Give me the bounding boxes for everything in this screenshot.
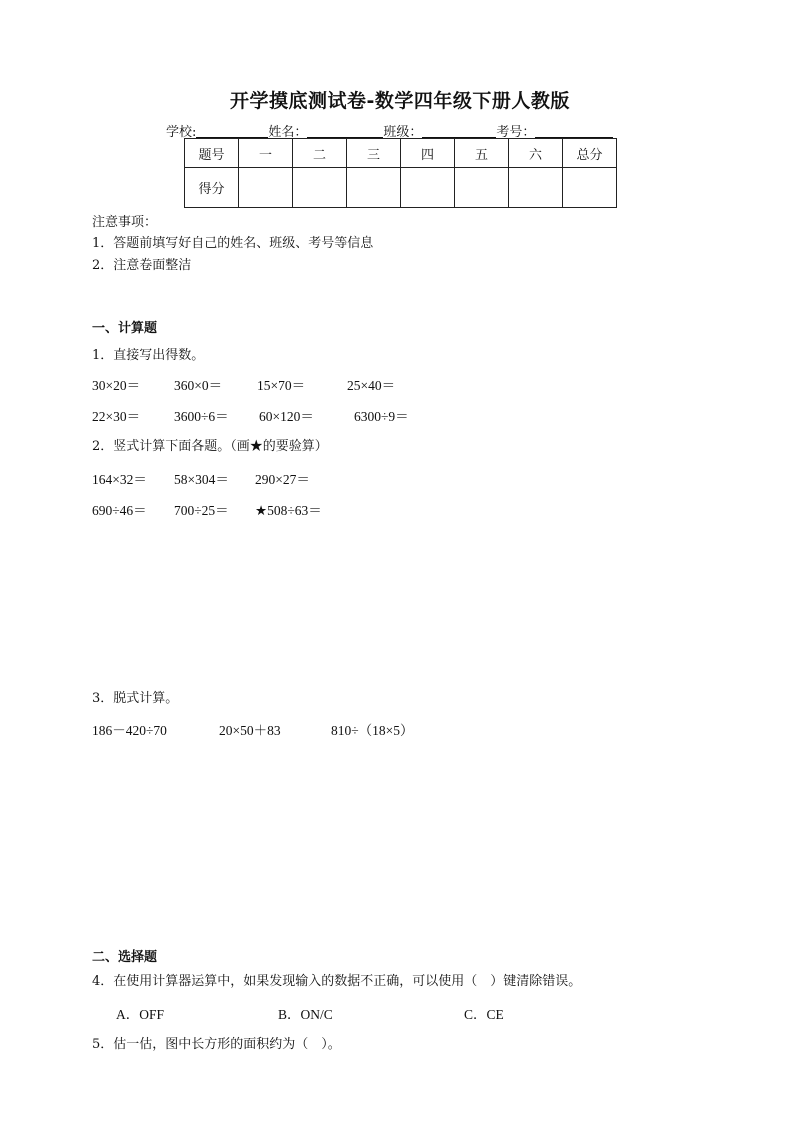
q3-item: 20×50＋83 xyxy=(219,723,281,738)
section-1-heading: 一、计算题 xyxy=(92,321,158,336)
q1-item: 15×70＝ xyxy=(257,378,306,393)
class-label: 班级： xyxy=(383,125,423,140)
note-item-2: 2．注意卷面整洁 xyxy=(92,258,192,273)
school-blank xyxy=(196,124,268,138)
note-item-1: 1．答题前填写好自己的姓名、班级、考号等信息 xyxy=(92,236,374,251)
score-cell xyxy=(455,168,509,208)
score-cell xyxy=(293,168,347,208)
header-cell-1: 一 xyxy=(239,139,293,168)
score-cell xyxy=(563,168,617,208)
header-cell-5: 五 xyxy=(455,139,509,168)
score-cell xyxy=(509,168,563,208)
score-cell xyxy=(401,168,455,208)
question-4-prompt: 4．在使用计算器运算中，如果发现输入的数据不正确，可以使用（ ）键清除错误。 xyxy=(92,974,582,989)
score-table-header-row xyxy=(185,139,617,168)
q2-item: 290×27＝ xyxy=(255,472,310,487)
q2-item: 700÷25＝ xyxy=(174,503,229,518)
q2-item: 164×32＝ xyxy=(92,472,147,487)
q2-item: ★508÷63＝ xyxy=(255,503,322,518)
q2-item: 58×304＝ xyxy=(174,472,229,487)
class-blank xyxy=(422,124,496,138)
q1-item: 3600÷6＝ xyxy=(174,409,229,424)
q4-option-a: A．OFF xyxy=(116,1007,165,1022)
q4-option-b: B．ON/C xyxy=(278,1007,333,1022)
exam-no-label: 考号： xyxy=(496,125,536,140)
page-title: 开学摸底测试卷-数学四年级下册人教版 xyxy=(230,90,570,112)
header-cell-total: 总分 xyxy=(563,139,617,168)
q3-item: 810÷（18×5） xyxy=(331,723,414,738)
q1-item: 30×20＝ xyxy=(92,378,141,393)
header-cell-4: 四 xyxy=(401,139,455,168)
score-cell xyxy=(239,168,293,208)
header-cell-label: 题号 xyxy=(185,139,239,168)
q1-item: 60×120＝ xyxy=(259,409,314,424)
name-label: 姓名： xyxy=(268,125,308,140)
q1-item: 25×40＝ xyxy=(347,378,396,393)
question-5-prompt: 5．估一估，图中长方形的面积约为（ ）。 xyxy=(92,1037,341,1052)
q1-item: 360×0＝ xyxy=(174,378,223,393)
q4-option-c: C．CE xyxy=(464,1007,504,1022)
name-blank xyxy=(307,124,383,138)
score-cell xyxy=(347,168,401,208)
score-table-score-row xyxy=(185,168,617,208)
q3-item: 186－420÷70 xyxy=(92,723,167,738)
header-cell-3: 三 xyxy=(347,139,401,168)
q2-item: 690÷46＝ xyxy=(92,503,147,518)
section-2-heading: 二、选择题 xyxy=(92,950,158,965)
header-cell-6: 六 xyxy=(509,139,563,168)
score-row-label: 得分 xyxy=(185,168,239,208)
school-label: 学校: xyxy=(166,125,197,140)
question-1-prompt: 1．直接写出得数。 xyxy=(92,348,205,363)
score-table xyxy=(184,138,617,208)
notes-heading: 注意事项： xyxy=(92,215,158,230)
q1-item: 22×30＝ xyxy=(92,409,141,424)
question-3-prompt: 3．脱式计算。 xyxy=(92,691,179,706)
header-cell-2: 二 xyxy=(293,139,347,168)
q1-item: 6300÷9＝ xyxy=(354,409,409,424)
exam-no-blank xyxy=(535,124,613,138)
question-2-prompt: 2．竖式计算下面各题。（画★的要验算） xyxy=(92,439,328,454)
